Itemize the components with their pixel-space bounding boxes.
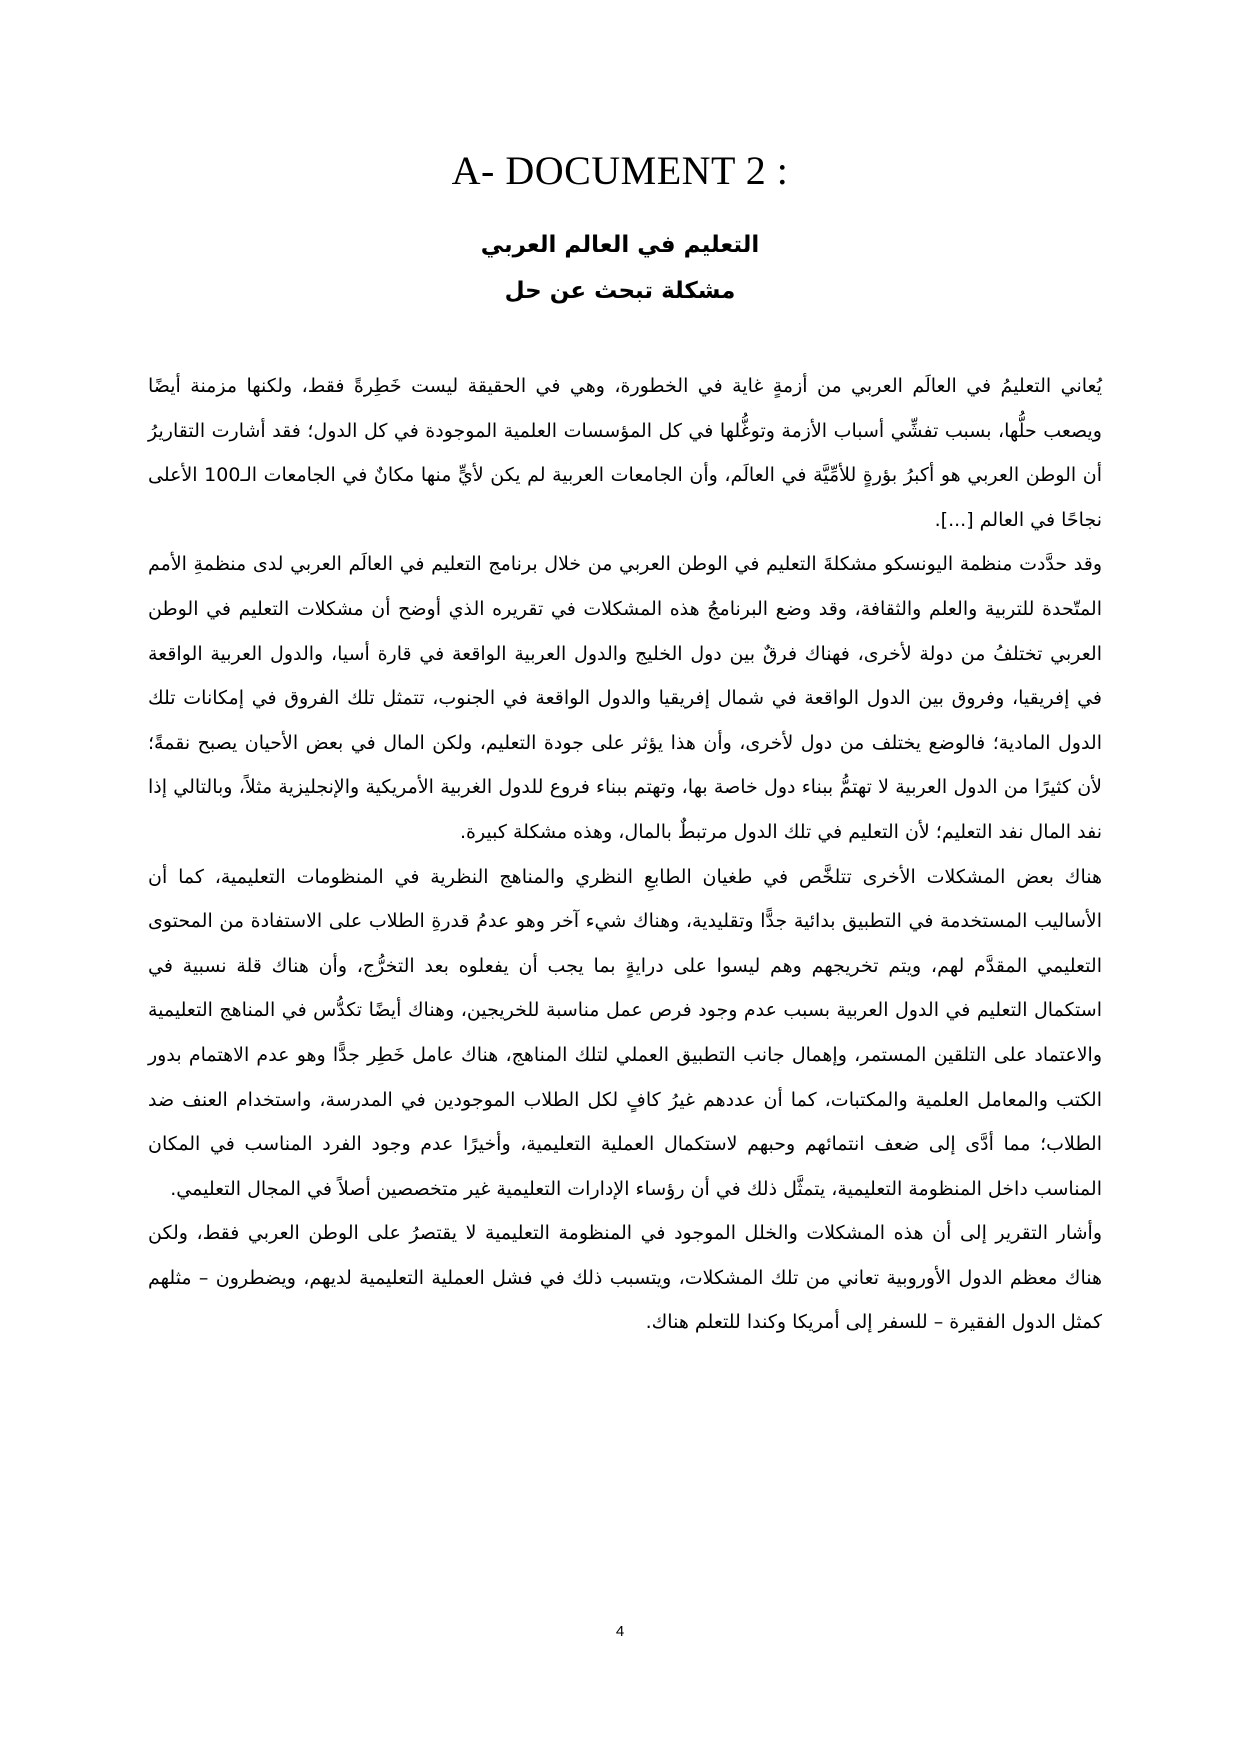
subtitle: مشكلة تبحث عن حل	[504, 278, 736, 304]
page-number: 4	[615, 1623, 625, 1640]
article-body	[148, 364, 1102, 1345]
title-block	[0, 222, 1240, 314]
paragraph-4: وأشار التقرير إلى أن هذه المشكلات والخلل الموجود في المنظومة التعليمية لا يقتصرُ على الوطن العربي فقط، ولكن هناك معظم الدول الأوروبية تعاني من تلك المشكلات، ويتسبب ذلك في فشل العملية التعليمية لديهم، ويضطرون – مثلهم كمثل الدول الفقيرة – للسفر إلى أمريكا وكندا للتعلم هناك.	[148, 1222, 1102, 1334]
main-title: التعليم في العالم العربي	[480, 232, 760, 258]
paragraph-2: وقد حدَّدت منظمة اليونسكو مشكلةَ التعليم في الوطن العربي من خلال برنامج التعليم في العالَم العربي لدى منظمةِ الأمم المتّحدة للتربية والعلم والثقافة، وقد وضع البرنامجُ هذه المشكلات في تقريره الذي أوضح أن مشكلات التعليم في الوطن العربي تختلفُ من دولة لأخرى، فهناك فرقٌ بين دول الخليج والدول العربية الواقعة في قارة أسيا، والدول العربية الواقعة في إفريقيا، وفروق بين الدول الواقعة في شمال إفريقيا والدول الواقعة في الجنوب، تتمثل تلك الفروق في إمكانات تلك الدول المادية؛ فالوضع يختلف من دول لأخرى، وأن هذا يؤثر على جودة التعليم، ولكن المال في بعض الأحيان يصبح نقمةً؛ لأن كثيرًا من الدول العربية لا تهتمُّ ببناء دول خاصة بها، وتهتم ببناء فروع للدول الغربية الأمريكية والإنجليزية مثلاً، وبالتالي إذا نفد المال نفد التعليم؛ لأن التعليم في تلك الدول مرتبطٌ بالمال، وهذه مشكلة كبيرة.	[148, 553, 1102, 843]
paragraph-3: هناك بعض المشكلات الأخرى تتلخَّص في طغيان الطابعِ النظري والمناهج النظرية في المنظومات التعليمية، كما أن الأساليب المستخدمة في التطبيق بدائية جدًّا وتقليدية، وهناك شيء آخر وهو عدمُ قدرةِ الطلاب على الاستفادة من المحتوى التعليمي المقدَّم لهم، ويتم تخريجهم وهم ليسوا على درايةٍ بما يجب أن يفعلوه بعد التخرُّج، وأن هناك قلة نسبية في استكمال التعليم في الدول العربية بسبب عدم وجود فرص عمل مناسبة للخريجين، وهناك أيضًا تكدُّس في المناهج التعليمية والاعتماد على التلقين المستمر، وإهمال جانب التطبيق العملي لتلك المناهج، هناك عامل خَطِر جدًّا وهو عدم الاهتمام بدور الكتب والمعامل العلمية والمكتبات، كما أن عددهم غيرُ كافٍ لكل الطلاب الموجودين في المدرسة، واستخدام العنف ضد الطلاب؛ مما أدَّى إلى ضعف انتمائهم وحبهم لاستكمال العملية التعليمية، وأخيرًا عدم وجود الفرد المناسب في المكان المناسب داخل المنظومة التعليمية، يتمثَّل ذلك في أن رؤساء الإدارات التعليمية غير متخصصين أصلاً في المجال التعليمي.	[148, 865, 1102, 1200]
paragraph-1: يُعاني التعليمُ في العالَم العربي من أزمةٍ غاية في الخطورة، وهي في الحقيقة ليست خَطِرةً فقط، ولكنها مزمنة أيضًا ويصعب حلُّها، بسبب تفشِّي أسباب الأزمة وتوغُّلها في كل المؤسسات العلمية الموجودة في كل الدول؛ فقد أشارت التقاريرُ أن الوطن العربي هو أكبرُ بؤرةٍ للأمِّيَّة في العالَم، وأن الجامعات العربية لم يكن لأيٍّ منها مكانٌ في الجامعات الـ100 الأعلى نجاحًا في العالم [...].	[148, 375, 1102, 531]
document-heading: A- DOCUMENT 2 :	[451, 148, 789, 193]
